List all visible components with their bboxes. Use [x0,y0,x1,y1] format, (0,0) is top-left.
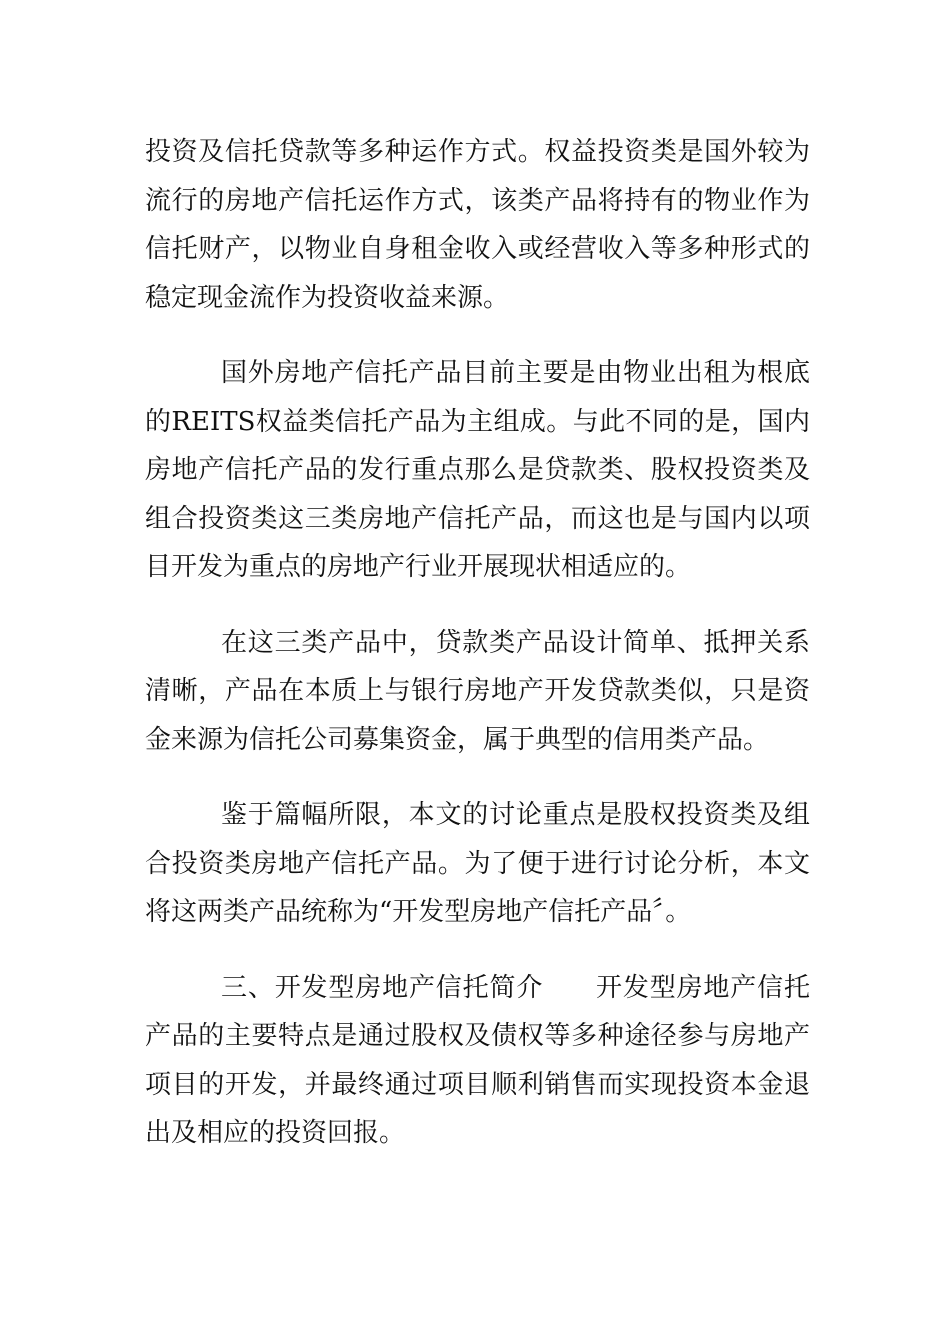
paragraph: 鉴于篇幅所限，本文的讨论重点是股权投资类及组合投资类房地产信托产品。为了便于进行讨论分析，本文将这两类产品统称为“开发型房地产信托产品〞。 [145,800,810,927]
section-heading: 三、开发型房地产信托简介 [221,972,544,1003]
paragraph: 国外房地产信托产品目前主要是由物业出租为根底的REITS权益类信托产品为主组成。与此不同的是，国内房地产信托产品的发行重点那么是贷款类、股权投资类及组合投资类这三类房地产信托产品，而这也是与国内以项目开发为重点的房地产行业开展现状相适应的。 [145,358,810,582]
paragraph-continued: 投资及信托贷款等多种运作方式。权益投资类是国外较为流行的房地产信托运作方式，该类产品将持有的物业作为信托财产，以物业自身租金收入或经营收入等多种形式的稳定现金流作为投资收益来源。 [145,137,810,313]
section-body: 开发型房地产信托产品的主要特点是通过股权及债权等多种途径参与房地产项目的开发，并最终通过项目顺利销售而实现投资本金退出及相应的投资回报。 [145,972,810,1148]
section-paragraph [145,964,810,1158]
document-body [145,128,810,1185]
paragraph: 在这三类产品中，贷款类产品设计简单、抵押关系清晰，产品在本质上与银行房地产开发贷款类似，只是资金来源为信托公司募集资金，属于典型的信用类产品。 [145,627,810,755]
